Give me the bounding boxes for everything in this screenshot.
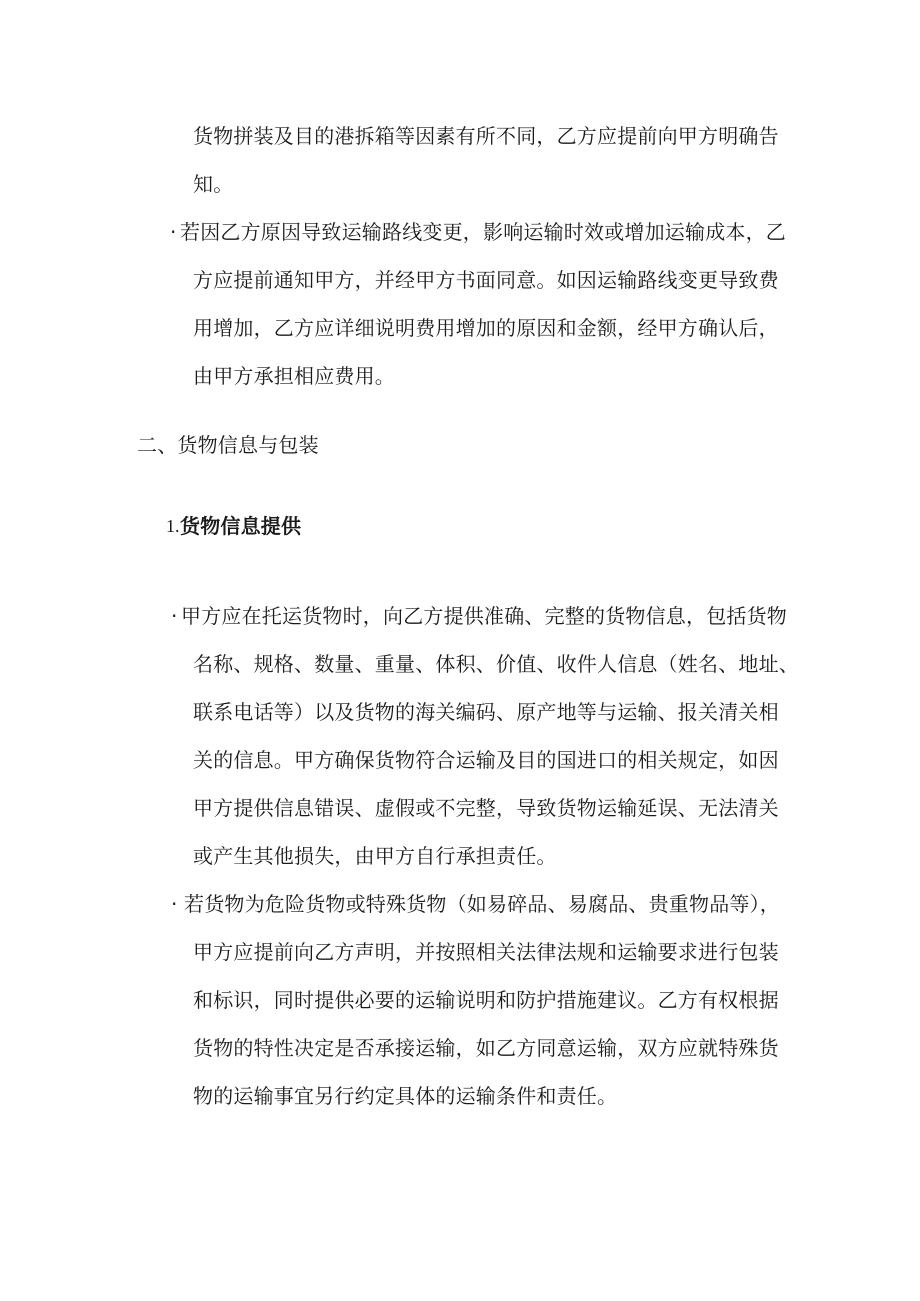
paragraph-line: 甲方应提前向乙方声明，并按照相关法律法规和运输要求进行包装 [193,940,779,964]
paragraph-line: 用增加，乙方应详细说明费用增加的原因和金额，经甲方确认后， [193,316,779,340]
bullet-marker: · [171,892,178,916]
paragraph-line: 由甲方承担相应费用。 [193,364,395,388]
paragraph-line: 甲方提供信息错误、虚假或不完整，导致货物运输延误、无法清关 [193,796,779,820]
paragraph-line: 物的运输事宜另行约定具体的运输条件和责任。 [193,1084,618,1108]
subsection-number: 1. [166,516,180,536]
paragraph-line: 若货物为危险货物或特殊货物（如易碎品、易腐品、贵重物品等）， [184,892,780,916]
paragraph-line: 和标识，同时提供必要的运输说明和防护措施建议。乙方有权根据 [193,988,779,1012]
subsection-title: 货物信息提供 [180,514,302,538]
paragraph-line: 或产生其他损失，由甲方自行承担责任。 [193,844,557,868]
paragraph-line: 联系电话等）以及货物的海关编码、原产地等与运输、报关清关相 [193,700,779,724]
bullet-marker: · [171,604,178,628]
paragraph-line: 知。 [193,172,234,196]
paragraph-line: 名称、规格、数量、重量、体积、价值、收件人信息（姓名、地址、 [193,652,799,676]
section-heading: 二、货物信息与包装 [137,433,319,457]
bullet-marker: · [170,220,177,244]
paragraph-line: 方应提前通知甲方，并经甲方书面同意。如因运输路线变更导致费 [193,268,779,292]
paragraph-line: 货物的特性决定是否承接运输，如乙方同意运输，双方应就特殊货 [193,1036,779,1060]
paragraph-line: 若因乙方原因导致运输路线变更，影响运输时效或增加运输成本，乙 [180,220,786,244]
paragraph-line: 关的信息。甲方确保货物符合运输及目的国进口的相关规定，如因 [193,748,779,772]
paragraph-line: 甲方应在托运货物时，向乙方提供准确、完整的货物信息，包括货物 [181,604,787,628]
paragraph-line: 货物拼装及目的港拆箱等因素有所不同，乙方应提前向甲方明确告 [193,124,779,148]
